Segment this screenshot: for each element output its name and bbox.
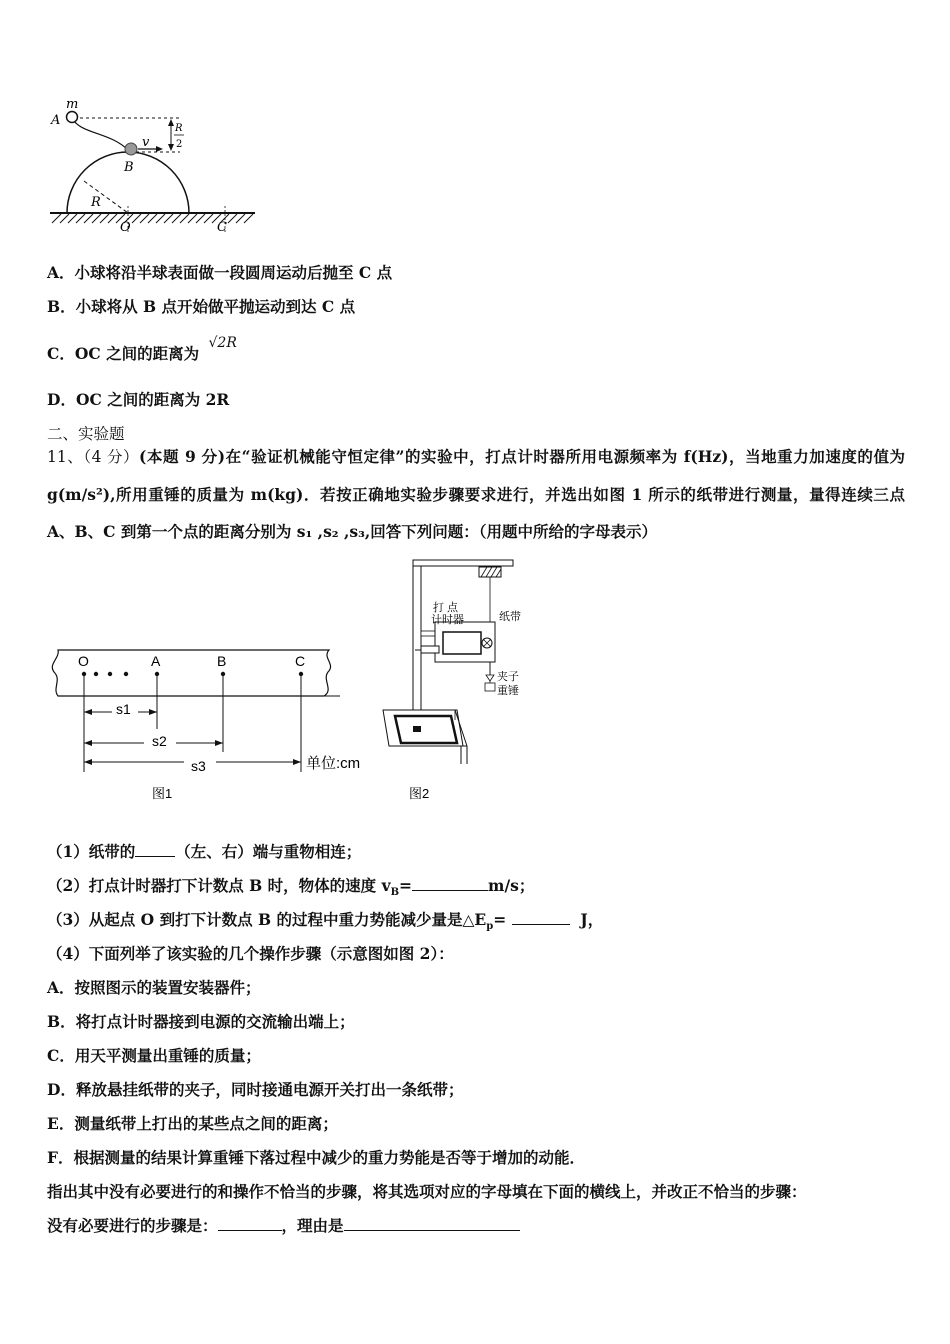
step-b: B．将打点计时器接到电源的交流输出端上； xyxy=(47,1012,355,1031)
sub-question-2 xyxy=(47,874,534,898)
subscript: B xyxy=(390,887,400,899)
label-v: v xyxy=(142,135,150,150)
label-b: B xyxy=(124,160,134,175)
label-r: R xyxy=(91,195,101,210)
step-a: A．按照图示的装置安装器件； xyxy=(47,978,261,997)
label-o: O xyxy=(120,220,131,235)
option-letter: A． xyxy=(47,263,75,282)
sub-question-4 xyxy=(47,942,454,964)
question-intro: (本题 9 分)在“验证机械能守恒定律”的实验中，打点计时器所用电源频率为 f(Hz)，当地重力加速度的值为 g(m/s²),所用重锤的质量为 m(kg)．若按正确地实验步骤要求进行，并选出如图 1 所示的纸带进行测量，量得连续三点 A、B、C 到第一个点的距离分别为 s₁ ,s₂ ,s₃,回答下列问题：（用题中所给的字母表示） xyxy=(47,447,905,541)
text: （4）下面列举了该实验的几个操作步骤（示意图如图 2）： xyxy=(47,944,454,963)
answer-blank-1[interactable] xyxy=(135,841,175,857)
weight-label: 重锤 xyxy=(497,685,519,697)
question-11 xyxy=(47,438,905,550)
text: （2）打点计时器打下计数点 B 时，物体的速度 v xyxy=(47,876,391,895)
option-text: 小球将从 B 点开始做平抛运动到达 C 点 xyxy=(75,297,356,316)
answer-blank-reason[interactable] xyxy=(344,1215,520,1231)
timer-label-1: 打 点 xyxy=(433,602,459,614)
tape-label-c: C xyxy=(295,653,306,669)
option-text: OC 之间的距离为 2R xyxy=(75,390,230,409)
option-letter: B． xyxy=(47,297,76,316)
question-number: 11、（4 分） xyxy=(47,448,140,466)
ball-b xyxy=(125,143,137,155)
unit-label: 单位:cm xyxy=(306,755,361,772)
step-d: D．释放悬挂纸带的夹子，同时接通电源开关打出一条纸带； xyxy=(47,1080,464,1099)
s1-label: s1 xyxy=(116,701,131,717)
option-letter: D． xyxy=(47,390,76,409)
step-e: E．测量纸带上打出的某些点之间的距离； xyxy=(47,1114,338,1133)
sqrt2r-formula: √2R xyxy=(208,335,237,351)
s2-label: s2 xyxy=(152,733,167,749)
text: = xyxy=(493,910,512,929)
subscript: p xyxy=(486,921,494,933)
text: = xyxy=(399,876,413,895)
step-c: C．用天平测量出重锤的质量； xyxy=(47,1046,261,1065)
clip-label: 夹子 xyxy=(497,671,519,683)
option-letter: C． xyxy=(47,344,75,363)
figure-1-caption: 图1 xyxy=(152,786,173,801)
label-a: A xyxy=(51,113,61,128)
text: 没有必要进行的步骤是： xyxy=(47,1216,218,1235)
section-title: 二、实验题 xyxy=(47,425,125,443)
option-c xyxy=(47,335,237,364)
sub-question-1 xyxy=(47,840,361,862)
text: （3）从起点 O 到打下计数点 B 的过程中重力势能减少量是△E xyxy=(47,910,487,929)
option-b xyxy=(47,295,355,317)
s3-label: s3 xyxy=(191,758,206,774)
step-f: F．根据测量的结果计算重锤下落过程中减少的重力势能是否等于增加的动能． xyxy=(47,1148,586,1167)
figure-1-tape xyxy=(44,640,361,805)
label-half-den: 2 xyxy=(176,139,183,150)
text: ，理由是 xyxy=(281,1216,344,1235)
hemisphere-diagram xyxy=(40,92,270,242)
tape-label-a: A xyxy=(151,653,161,669)
answer-blank-2[interactable] xyxy=(412,875,488,891)
instruction: 指出其中没有必要进行的和操作不恰当的步骤，将其选项对应的字母填在下面的横线上，并改正不恰当的步骤： xyxy=(47,1182,807,1201)
label-half-num: R xyxy=(175,123,183,134)
tape-label-b: B xyxy=(217,653,227,669)
answer-blank-steps[interactable] xyxy=(218,1215,282,1231)
sub-question-3 xyxy=(47,908,603,932)
tape-label-o: O xyxy=(78,653,89,669)
label-m: m xyxy=(66,97,79,112)
option-text: OC 之间的距离为 xyxy=(74,344,200,363)
option-text: 小球将沿半球表面做一段圆周运动后抛至 C 点 xyxy=(74,263,393,282)
final-answer-line xyxy=(47,1214,520,1236)
timer-label-2: 计时器 xyxy=(431,614,464,626)
option-d xyxy=(47,388,229,410)
option-a xyxy=(47,261,392,283)
figure-2-apparatus xyxy=(375,550,535,806)
ball-a xyxy=(67,112,78,123)
figure-2-caption: 图2 xyxy=(409,786,430,801)
text: （1）纸带的 xyxy=(47,842,136,861)
answer-blank-3[interactable] xyxy=(512,909,570,925)
text: （左、右）端与重物相连； xyxy=(175,842,362,861)
label-c: C xyxy=(217,220,227,235)
text: m/s； xyxy=(488,876,535,895)
tape-label: 纸带 xyxy=(499,611,521,623)
text: J， xyxy=(569,910,604,929)
